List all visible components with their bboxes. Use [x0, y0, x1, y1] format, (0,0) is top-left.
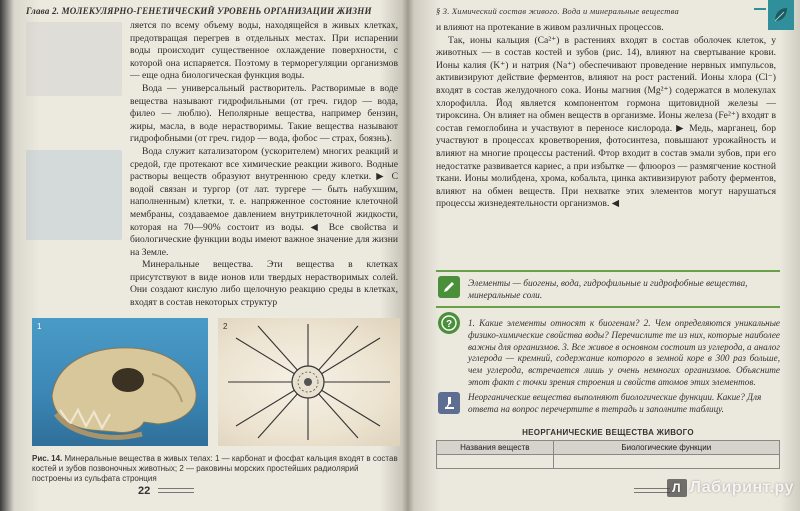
radiolarian-photo	[218, 318, 400, 446]
watermark	[667, 479, 794, 497]
task-block: Неорганические вещества выполняют биологические функции. Какие? Для ответа на вопрос перечертите в тетрадь и заполните таблицу.	[468, 392, 762, 414]
figure-caption-label: Рис. 14.	[32, 454, 63, 463]
section-divider	[436, 306, 780, 308]
figure-caption	[32, 454, 400, 484]
paragraph: ляется по всему объему воды, находящейся в живых клетках, предотвращая перегрев в отдельных местах. При испарении воды происходит существенное охлаждение поверхности, с которой она испаряется. Поэтому в терморегуляции организмов — еще одна биологическая функция воды.	[130, 20, 398, 82]
pen-icon	[438, 276, 460, 298]
section-divider	[436, 270, 780, 272]
table-cell	[437, 455, 554, 469]
table-header-row	[437, 441, 780, 455]
paragraph: Минеральные вещества. Эти вещества в клетках присутствуют в виде ионов или твердых нерастворимых солей. Они создают кислую либо щелочную реакцию среды в клетках, входят в состав некоторых структур	[130, 259, 398, 309]
table-header-cell: Названия веществ	[437, 441, 554, 455]
right-page	[414, 0, 794, 511]
paragraph: Так, ионы кальция (Ca²⁺) в растениях входят в состав оболочек клеток, у животных — в состав костей и зубов (рис. 14), влияют на свертывание крови. Ионы калия (K⁺) и натрия (Na⁺) обеспечивают проведение нервных импульсов, активизируют действие ферментов, влияют на рост растений. Ионы хлора (Cl⁻) входят в состав желудочного сока. Ионы магния (Mg²⁺) содержатся в молекулах хлорофилла. Йод является компонентом гормона щитовидной железы — тироксина. Он влияет на обмен веществ в организме. Ионы железа (Fe²⁺) входят в состав гемоглобина и участвуют в переносе кислорода. ▶ Медь, марганец, бор участвуют в процессах кроветворения, фотосинтеза, повышают урожайность и влияют на многие процессы растений. Фтор входит в состав эмали зубов, при его недостатке развивается кариес, а при избытке — флюороз — размягчение костной ткани. Ионы молибдена, хрома, кобальта, цинка активизируют работу ферментов, влияют на обмен веществ. При нехватке этих элементов могут нарушаться процессы жизнедеятельности организмов. ◀	[436, 34, 776, 210]
figure-panel-number: 1	[37, 322, 42, 331]
faded-illustration	[26, 150, 122, 240]
skull-photo	[32, 318, 208, 446]
svg-text:?: ?	[445, 319, 453, 330]
watermark-badge: Л	[667, 479, 687, 497]
header-accent	[754, 8, 766, 10]
figure-14	[32, 318, 400, 454]
skull-illustration	[32, 318, 208, 446]
question-icon	[438, 312, 460, 334]
right-body-text	[436, 22, 776, 262]
keywords-block: Элементы — биогены, вода, гидрофильные и гидрофобные вещества, минеральные соли.	[468, 279, 748, 301]
faded-illustration	[26, 22, 122, 96]
table-header-cell: Биологические функции	[553, 441, 779, 455]
watermark-text: Лабиринт.ру	[689, 479, 794, 496]
figure-panel-number: 2	[223, 322, 228, 331]
page-number: 22	[138, 485, 151, 497]
left-page	[12, 0, 404, 511]
left-body-text	[130, 20, 398, 310]
paragraph: Вода служит катализатором (ускорителем) многих реакций и средой, где протекают все химические реакции живого. Водные растворы веществ образуют внутреннюю среду клетки. ▶ С водой связан и тургор (от лат. тургере — быть набухшим, наполненным) клетки, т. е. напряженное состояние клеточной мембраны, создаваемое давлением внутриклеточной жидкости, которая на 70—90% состоит из воды. ◀ Все свойства и биологические функции воды имеют важное значение для жизни на Земле.	[130, 145, 398, 258]
radiolarian-illustration	[218, 318, 400, 446]
microscope-icon	[438, 392, 460, 414]
inorganic-substances-table	[436, 440, 780, 469]
table-row	[437, 455, 780, 469]
paragraph: и влияют на протекание в живом различных процессов.	[436, 22, 664, 33]
figure-caption-text: Минеральные вещества в живых телах: 1 — карбонат и фосфат кальция входят в состав костей и зубов позвоночных животных; 2 — раковины морских простейших радиолярий построены из сульфата стронция	[32, 454, 398, 483]
table-cell	[553, 455, 779, 469]
questions-block: 1. Какие элементы относят к биогенам? 2. Чем определяются уникальные физико-химические свойства воды? Перечислите те из них, которые наиболее важны для организмов. 3. Все живое в основном состоит из углерода, а аналог углерода — кремний, содержание которого в земной коре в 300 раз больше, чем углерода, встречается лишь у очень немногих организмов. Объясните этот факт с точки зрения строения и свойств атомов этих элементов.	[468, 318, 780, 387]
paragraph: Вода — универсальный растворитель. Растворимые в воде вещества называют гидрофильными (от греч. гидор — вода, филео — люблю). Неполярные вещества, например бензин, жиры, масла, в воде нерастворимы. Такие вещества называют гидрофобными (от греч. гидор — вода, фобос — страх, боязнь).	[130, 82, 398, 145]
table-title: НЕОРГАНИЧЕСКИЕ ВЕЩЕСТВА ЖИВОГО	[522, 428, 694, 437]
page-number-rule	[158, 488, 194, 493]
left-running-head: Глава 2. МОЛЕКУЛЯРНО-ГЕНЕТИЧЕСКИЙ УРОВЕНЬ ОРГАНИЗАЦИИ ЖИЗНИ	[26, 6, 372, 16]
page-number-rule	[634, 488, 670, 493]
right-running-head: § 3. Химический состав живого. Вода и минеральные вещества	[436, 6, 679, 16]
